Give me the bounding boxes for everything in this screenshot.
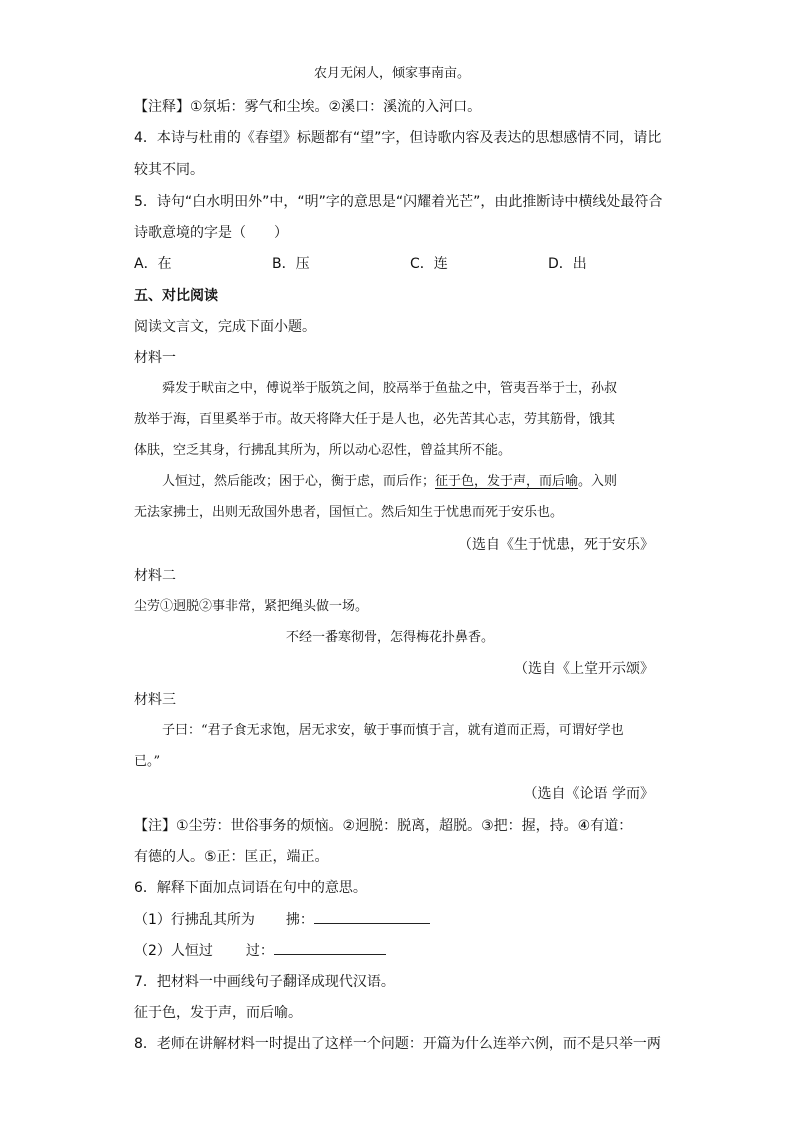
question-4-line1: 4．本诗与杜甫的《春望》标题都有“望”字，但诗歌内容及表达的思想感情不同，请比 (134, 130, 662, 146)
question-4-line2: 较其不同。 (134, 162, 204, 178)
option-d: D．出 (548, 256, 587, 272)
material-3-line2: 已。” (134, 754, 161, 769)
option-c: C．连 (410, 256, 448, 272)
material-1-p1-line1: 舜发于畎亩之中，傅说举于版筑之间，胶鬲举于鱼盐之中，管夷吾举于士，孙叔 (162, 381, 618, 396)
material-1-p2-post: 。入则 (578, 474, 618, 489)
question-6-item-2-word: 过： (245, 943, 274, 959)
material-2-source: （选自《上堂开示颂》 (514, 661, 654, 677)
material-1-p1-line2: 敖举于海，百里奚举于市。故天将降大任于是人也，必先苦其心志，劳其筋骨，饿其 (134, 412, 616, 427)
material-1-p1-line3: 体肤，空乏其身，行拂乱其所为，所以动心忍性，曾益其所不能。 (134, 443, 512, 458)
notes-line2: 有德的人。⑤正：匡正，端正。 (134, 849, 329, 865)
question-6-stem: 6．解释下面加点词语在句中的意思。 (134, 880, 367, 896)
material-2-line2: 不经一番寒彻骨，怎得梅花扑鼻香。 (286, 630, 495, 645)
material-3-label: 材料三 (134, 692, 176, 708)
poem-annotation: 【注释】①氛垢：雾气和尘埃。②溪口：溪流的入河口。 (134, 99, 482, 115)
option-a: A．在 (134, 256, 172, 272)
question-6-item-1-text: （1）行拂乱其所为 (134, 912, 255, 928)
material-3-line1: 子曰：“君子食无求饱，居无求安，敏于事而慎于言，就有道而正焉，可谓好学也 (162, 723, 624, 738)
material-1-p2-pre: 人恒过，然后能改；困于心，衡于虑，而后作； (162, 474, 436, 489)
material-2-label: 材料二 (134, 568, 176, 584)
material-2-line1: 尘劳①迥脱②事非常，紧把绳头做一场。 (134, 599, 369, 614)
question-6-item-2 (134, 940, 386, 961)
question-6-item-1 (134, 909, 430, 930)
question-6-item-2-text: （2）人恒过 (134, 943, 213, 959)
section-instruction: 阅读文言文，完成下面小题。 (134, 319, 316, 335)
material-1-label: 材料一 (134, 350, 176, 366)
question-7-sentence: 征于色，发于声，而后喻。 (134, 1005, 302, 1021)
material-3-source: （选自《论语 学而》 (523, 786, 654, 802)
material-1-source: （选自《生于忧患，死于安乐》 (458, 537, 654, 553)
question-5-line2: 诗歌意境的字是（ ） (134, 225, 288, 241)
material-1-p2-line1 (162, 472, 617, 492)
question-6-item-1-word: 拂： (285, 912, 314, 928)
answer-blank-2[interactable] (274, 940, 386, 955)
notes-line1: 【注】①尘劳：世俗事务的烦恼。②迥脱：脱离，超脱。③把：握，持。④有道： (134, 818, 633, 834)
question-5-line1: 5．诗句“白水明田外”中，“明”字的意思是“闪耀着光芒”，由此推断诗中横线处最符合 (134, 194, 663, 210)
answer-blank-1[interactable] (314, 909, 430, 924)
option-b: B．压 (272, 256, 310, 272)
material-1-p2-line2: 无法家拂士，出则无敌国外患者，国恒亡。然后知生于忧患而死于安乐也。 (134, 505, 564, 520)
poem-last-line: 农月无闲人，倾家事南亩。 (314, 66, 471, 81)
underlined-sentence: 征于色，发于声，而后喻 (435, 474, 579, 489)
section-title: 五、对比阅读 (134, 288, 218, 304)
question-7-stem: 7．把材料一中画线句子翻译成现代汉语。 (134, 974, 395, 990)
question-8-line1: 8．老师在讲解材料一时提出了这样一个问题：开篇为什么连举六例，而不是只举一两 (134, 1036, 661, 1052)
